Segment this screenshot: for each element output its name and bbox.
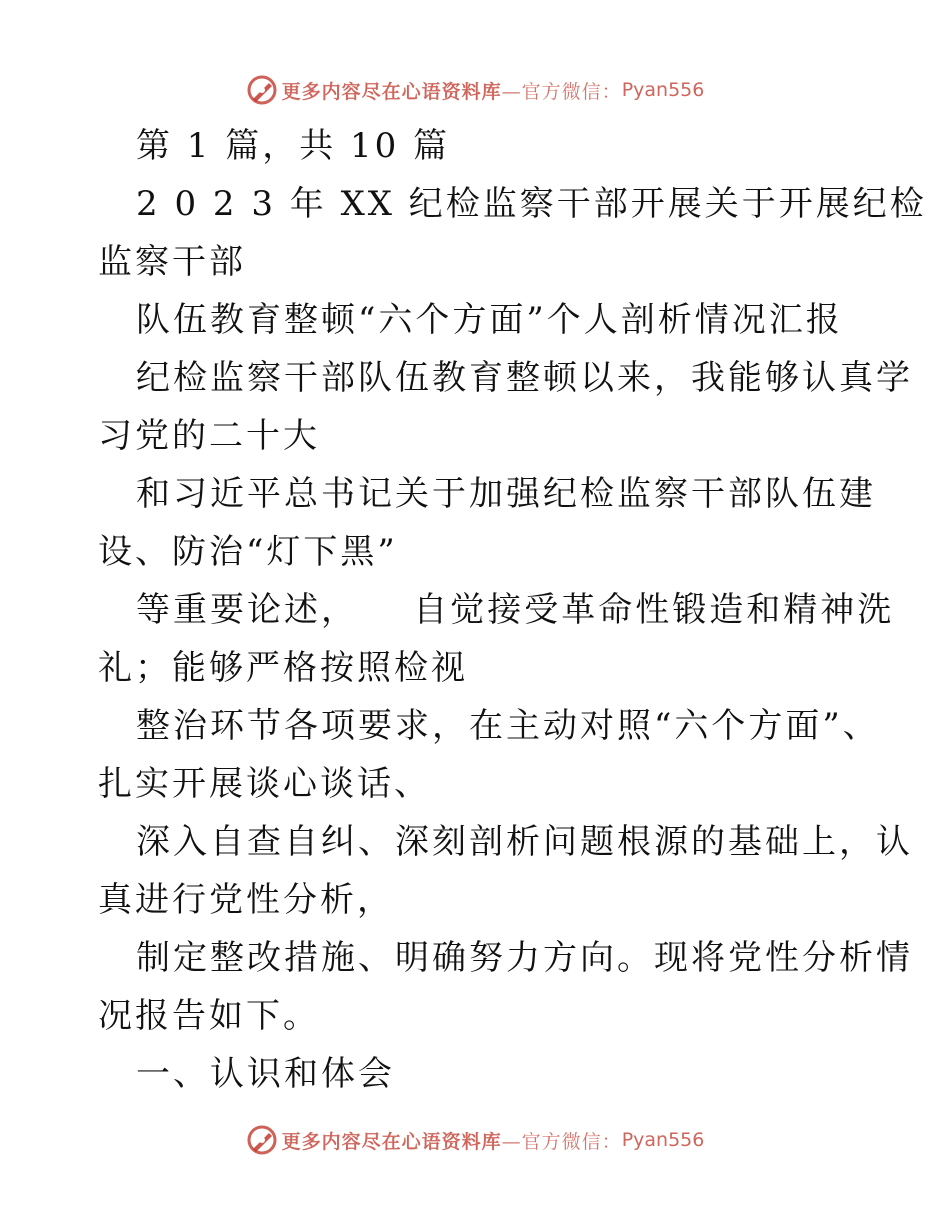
watermark-wechat-id: Pyan556	[621, 1129, 705, 1151]
document-body	[98, 117, 927, 1103]
watermark-wechat-id: Pyan556	[621, 79, 705, 101]
paragraph-line: 习党的二十大	[98, 416, 320, 456]
watermark-separator: —官方微信：	[501, 80, 622, 103]
section-heading: 一、认识和体会	[136, 1054, 395, 1094]
paragraph-line: 设、防治“灯下黑”	[98, 532, 398, 572]
paragraph-line: 礼；能够严格按照检视	[98, 648, 468, 688]
paragraph-line: 和习近平总书记关于加强纪检监察干部队伍建	[136, 474, 876, 514]
paragraph-line: 况报告如下。	[98, 996, 320, 1036]
paragraph-line: 深入自查自纠、深刻剖析问题根源的基础上，认	[136, 822, 913, 862]
watermark-site-text: 更多内容尽在心语资料库	[281, 80, 502, 103]
footer-watermark-banner	[0, 1120, 950, 1160]
watermark-separator: —官方微信：	[501, 1130, 622, 1153]
watermark-site-text: 更多内容尽在心语资料库	[281, 1130, 502, 1153]
pen-logo-icon	[246, 1124, 278, 1156]
title-line-3: 队伍教育整顿“六个方面”个人剖析情况汇报	[136, 300, 843, 340]
title-line-2: 监察干部	[98, 242, 246, 282]
paragraph-line: 等重要论述， 自觉接受革命性锻造和精神洗	[136, 590, 895, 630]
paragraph-line: 纪检监察干部队伍教育整顿以来，我能够认真学	[136, 358, 913, 398]
pen-logo-icon	[246, 74, 278, 106]
paragraph-line: 制定整改措施、明确努力方向。现将党性分析情	[136, 938, 913, 978]
paragraph-line: 真进行党性分析，	[98, 880, 394, 920]
paragraph-line: 整治环节各项要求，在主动对照“六个方面”、	[136, 706, 880, 746]
paragraph-line: 扎实开展谈心谈话、	[98, 764, 431, 804]
header-watermark-banner	[0, 70, 950, 110]
page-count-line: 第 1 篇，共 10 篇	[136, 126, 451, 166]
title-line-1: 2 0 2 3 年 XX 纪检监察干部开展关于开展纪检	[136, 184, 927, 224]
